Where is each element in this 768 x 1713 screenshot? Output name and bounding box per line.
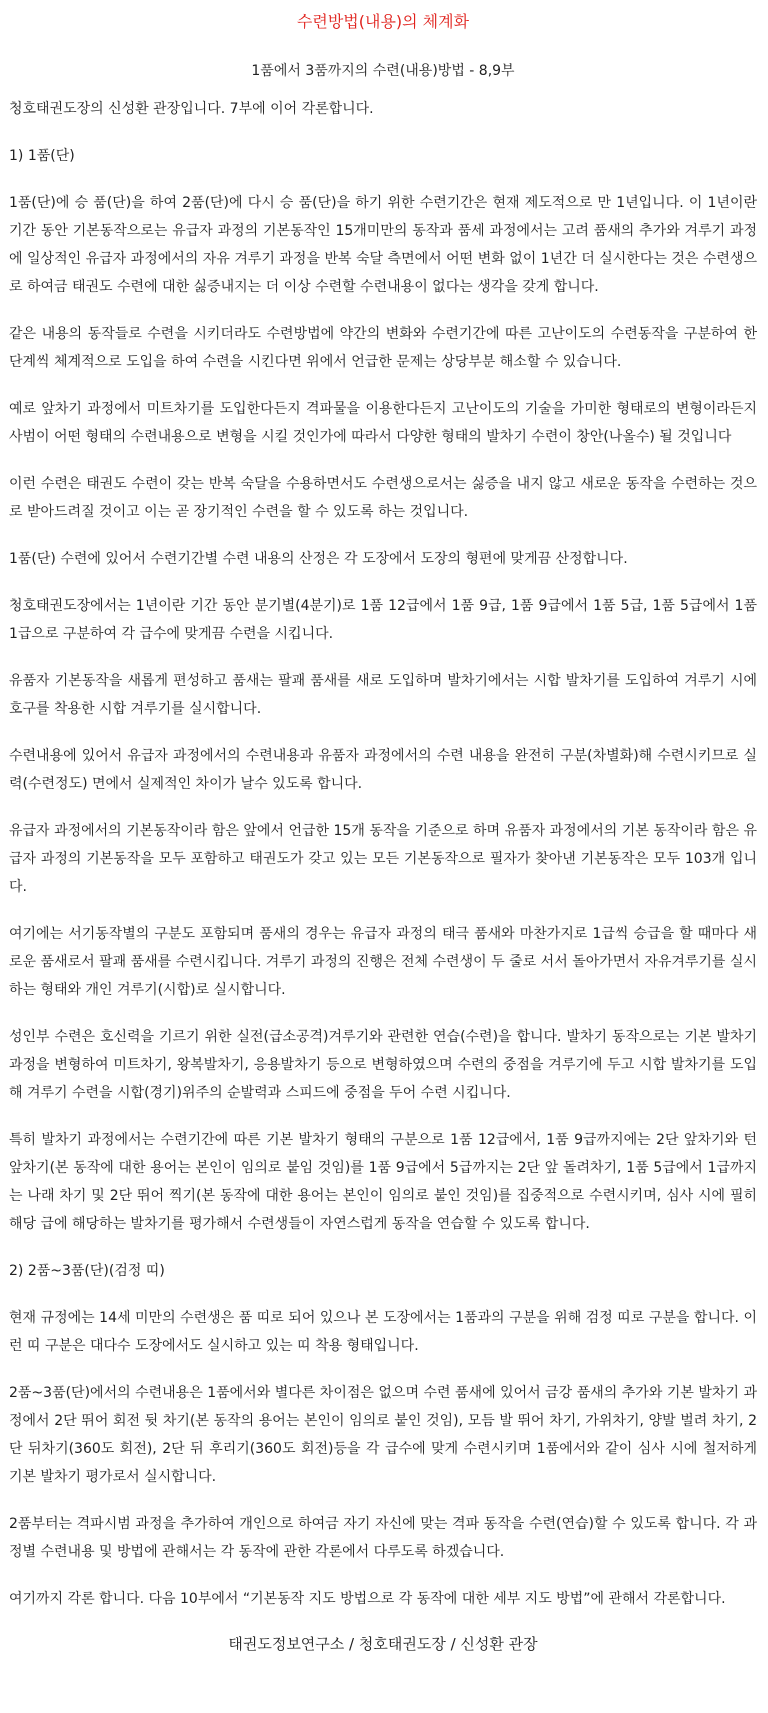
paragraph-closing: 여기까지 각론 합니다. 다음 10부에서 “기본동작 지도 방법으로 각 동작에 대한 세부 지도 방법”에 관해서 각론합니다.	[9, 1591, 726, 1607]
article-body	[9, 95, 757, 1613]
article-subtitle: 1품에서 3품까지의 수련(내용)방법 - 8,9부	[251, 63, 515, 79]
paragraph: 청호태권도장에서는 1년이란 기간 동안 분기별(4분기)로 1품 12급에서 1품 9급, 1품 9급에서 1품 5급, 1품 5급에서 1품 1급으로 구분하여 각 급수에 맞게끔 수련을 시킵니다.	[9, 598, 757, 642]
paragraph: 수련내용에 있어서 유급자 과정에서의 수련내용과 유품자 과정에서의 수련 내용을 완전히 구분(차별화)해 수련시키므로 실력(수련정도) 면에서 실제적인 차이가 날수 있도록 합니다.	[9, 748, 757, 792]
paragraph: 이런 수련은 태권도 수련이 갖는 반복 숙달을 수용하면서도 수련생으로서는 싫증을 내지 않고 새로운 동작을 수련하는 것으로 받아드려질 것이고 이는 곧 장기적인 수련을 할 수 있도록 하는 것입니다.	[9, 476, 757, 520]
article-title: 수련방법(내용)의 체계화	[296, 12, 470, 31]
paragraph: 유품자 기본동작을 새롭게 편성하고 품새는 팔괘 품새를 새로 도입하며 발차기에서는 시합 발차기를 도입하여 겨루기 시에 호구를 착용한 시합 겨루기를 실시합니다.	[9, 673, 757, 717]
paragraph: 특히 발차기 과정에서는 수련기간에 따른 기본 발차기 형태의 구분으로 1품 12급에서, 1품 9급까지에는 2단 앞차기와 턴 앞차기(본 동작에 대한 용어는 본인이 임의로 붙임 것임)를 1품 9급에서 5급까지는 2단 앞 돌려차기, 1품 5급에서 1급까지는 나래 차기 및 2단 뛰어 찍기(본 동작에 대한 용어는 본인이 임의로 붙인 것임)를 집중적으로 수련시키며, 심사 시에 필히 해당 급에 해당하는 발차기를 평가해서 수련생들이 자연스럽게 동작을 연습할 수 있도록 합니다.	[9, 1132, 757, 1232]
paragraph: 유급자 과정에서의 기본동작이라 함은 앞에서 언급한 15개 동작을 기준으로 하며 유품자 과정에서의 기본 동작이라 함은 유급자 과정의 기본동작을 모두 포함하고 태권도가 갖고 있는 모든 기본동작으로 필자가 찾아낸 기본동작은 모두 103개 입니다.	[9, 823, 757, 895]
paragraph: 성인부 수련은 호신력을 기르기 위한 실전(급소공격)겨루기와 관련한 연습(수련)을 합니다. 발차기 동작으로는 기본 발차기 과정을 변형하여 미트차기, 왕복발차기, 응용발차기 등으로 변형하였으며 수련의 중점을 겨루기에 두고 시합 발차기를 도입해 겨루기 수련을 시합(경기)위주의 순발력과 스피드에 중점을 두어 수련 시킵니다.	[9, 1029, 757, 1101]
paragraph: 1품(단)에 승 품(단)을 하여 2품(단)에 다시 승 품(단)을 하기 위한 수련기간은 현재 제도적으로 만 1년입니다. 이 1년이란 기간 동안 기본동작으로는 유급자 과정의 기본동작인 15개미만의 동작과 품세 과정에서는 고려 품새의 추가와 겨루기 과정에 일상적인 유급자 과정에서의 자유 겨루기 과정을 반복 숙달 측면에서 어떤 변화 없이 1년간 더 실시한다는 것은 수련생으로 하여금 태권도 수련에 대한 싫증내지는 더 이상 수련할 수련내용이 없다는 생각을 갖게 합니다.	[9, 195, 757, 295]
paragraph: 여기에는 서기동작별의 구분도 포함되며 품새의 경우는 유급자 과정의 태극 품새와 마찬가지로 1급씩 승급을 할 때마다 새로운 품새로서 팔괘 품새를 수련시킵니다. 겨루기 과정의 진행은 전체 수련생이 두 줄로 서서 돌아가면서 자유겨루기를 실시하는 형태와 개인 겨루기(시합)로 실시합니다.	[9, 926, 757, 998]
article-footer: 태권도정보연구소 / 청호태권도장 / 신성환 관장	[228, 1635, 538, 1653]
paragraph: 같은 내용의 동작들로 수련을 시키더라도 수련방법에 약간의 변화와 수련기간에 따른 고난이도의 수련동작을 구분하여 한 단계씩 체계적으로 도입을 하여 수련을 시킨다면 위에서 언급한 문제는 상당부분 해소할 수 있습니다.	[9, 326, 757, 370]
section-heading-2: 2) 2품~3품(단)(검정 띠)	[9, 1263, 165, 1279]
paragraph: 2품~3품(단)에서의 수련내용은 1품에서와 별다른 차이점은 없으며 수련 품새에 있어서 금강 품새의 추가와 기본 발차기 과정에서 2단 뛰어 회전 뒷 차기(본 동작의 용어는 본인이 임의로 붙인 것임), 모듬 발 뛰어 차기, 가위차기, 양발 벌려 차기, 2단 뒤차기(360도 회전), 2단 뒤 후리기(360도 회전)등을 각 급수에 맞게 수련시키며 1품에서와 같이 심사 시에 철저하게 기본 발차기 평가로서 실시합니다.	[9, 1385, 757, 1485]
paragraph: 예로 앞차기 과정에서 미트차기를 도입한다든지 격파물을 이용한다든지 고난이도의 기술을 가미한 형태로의 변형이라든지 사범이 어떤 형태의 수련내용으로 변형을 시킬 것인가에 따라서 다양한 형태의 발차기 수련이 창안(나올수) 될 것입니다	[9, 401, 757, 445]
paragraph: 2품부터는 격파시범 과정을 추가하여 개인으로 하여금 자기 자신에 맞는 격파 동작을 수련(연습)할 수 있도록 합니다. 각 과정별 수련내용 및 방법에 관해서는 각 동작에 관한 각론에서 다루도록 하겠습니다.	[9, 1516, 757, 1560]
paragraph: 1품(단) 수련에 있어서 수련기간별 수련 내용의 산정은 각 도장에서 도장의 형편에 맞게끔 산정합니다.	[9, 551, 628, 567]
paragraph-intro: 청호태권도장의 신성환 관장입니다. 7부에 이어 각론합니다.	[9, 101, 374, 117]
section-heading-1: 1) 1품(단)	[9, 148, 75, 164]
paragraph: 현재 규정에는 14세 미만의 수련생은 품 띠로 되어 있으나 본 도장에서는 1품과의 구분을 위해 검정 띠로 구분을 합니다. 이런 띠 구분은 대다수 도장에서도 실시하고 있는 띠 착용 형태입니다.	[9, 1310, 757, 1354]
